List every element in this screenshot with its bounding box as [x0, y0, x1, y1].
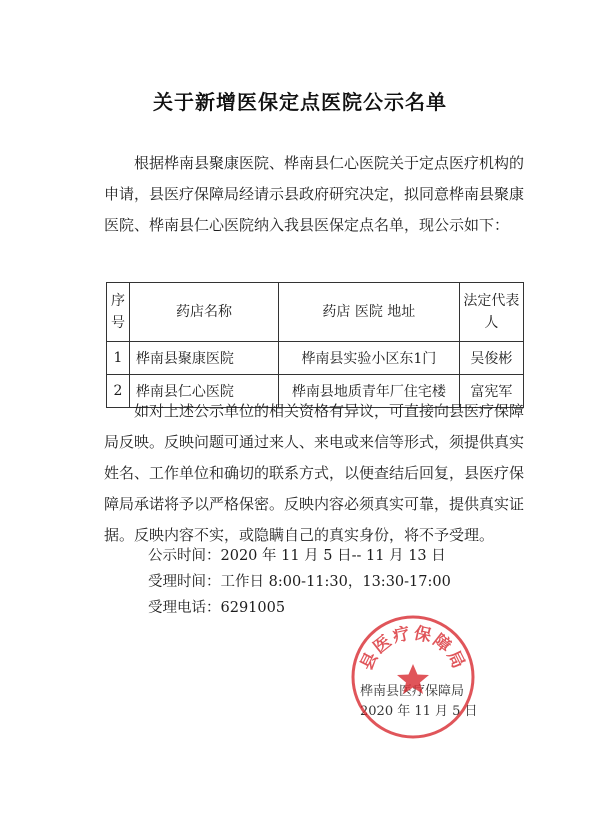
- signature-org: 桦南县医疗保障局: [360, 684, 465, 699]
- cell-address: 桦南县实验小区东1门: [279, 342, 460, 375]
- cell-rep: 吴俊彬: [459, 342, 523, 375]
- accept-phone: 受理电话：6291005: [148, 600, 286, 616]
- seal-star-icon: [397, 664, 429, 694]
- official-seal: [348, 612, 478, 742]
- header-no: 序号: [107, 283, 130, 342]
- cell-name: 桦南县聚康医院: [129, 342, 278, 375]
- table-header-row: [107, 283, 524, 342]
- cell-name: 桦南县仁心医院: [129, 375, 278, 408]
- intro-paragraph: 根据桦南县聚康医院、桦南县仁心医院关于定点医疗机构的申请，县医疗保障局经请示县政府研究决定，拟同意桦南县聚康医院、桦南县仁心医院纳入我县医保定点名单，现公示如下：: [104, 154, 525, 234]
- table-row: [107, 342, 524, 375]
- header-rep: 法定代表人: [459, 283, 523, 342]
- cell-rep: 富宪军: [459, 375, 523, 408]
- cell-no: 2: [107, 375, 130, 408]
- accept-time: 受理时间：工作日 8:00-11:30，13:30-17:00: [148, 574, 451, 590]
- publicity-time: 公示时间：2020 年 11 月 5 日-- 11 月 13 日: [148, 548, 446, 564]
- cell-address: 桦南县地质青年厂住宅楼: [279, 375, 460, 408]
- objection-paragraph: 如对上述公示单位的相关资格有异议，可直接向县医疗保障局反映。反映问题可通过来人、来电或来信等形式，须提供真实姓名、工作单位和确切的联系方式，以便查结后回复，县医疗保障局承诺将予以严格保密。反映内容必须真实可靠，提供真实证据。反映内容不实，或隐瞒自己的真实身份，将不予受理。: [104, 402, 525, 544]
- document-title: 关于新增医保定点医院公示名单: [153, 90, 447, 114]
- cell-no: 1: [107, 342, 130, 375]
- hospital-table: [106, 282, 524, 408]
- seal-text: 县医疗保障局: [356, 623, 470, 674]
- header-address: 药店 医院 地址: [279, 283, 460, 342]
- signature-date: 2020 年 11 月 5 日: [360, 704, 478, 719]
- header-name: 药店名称: [129, 283, 278, 342]
